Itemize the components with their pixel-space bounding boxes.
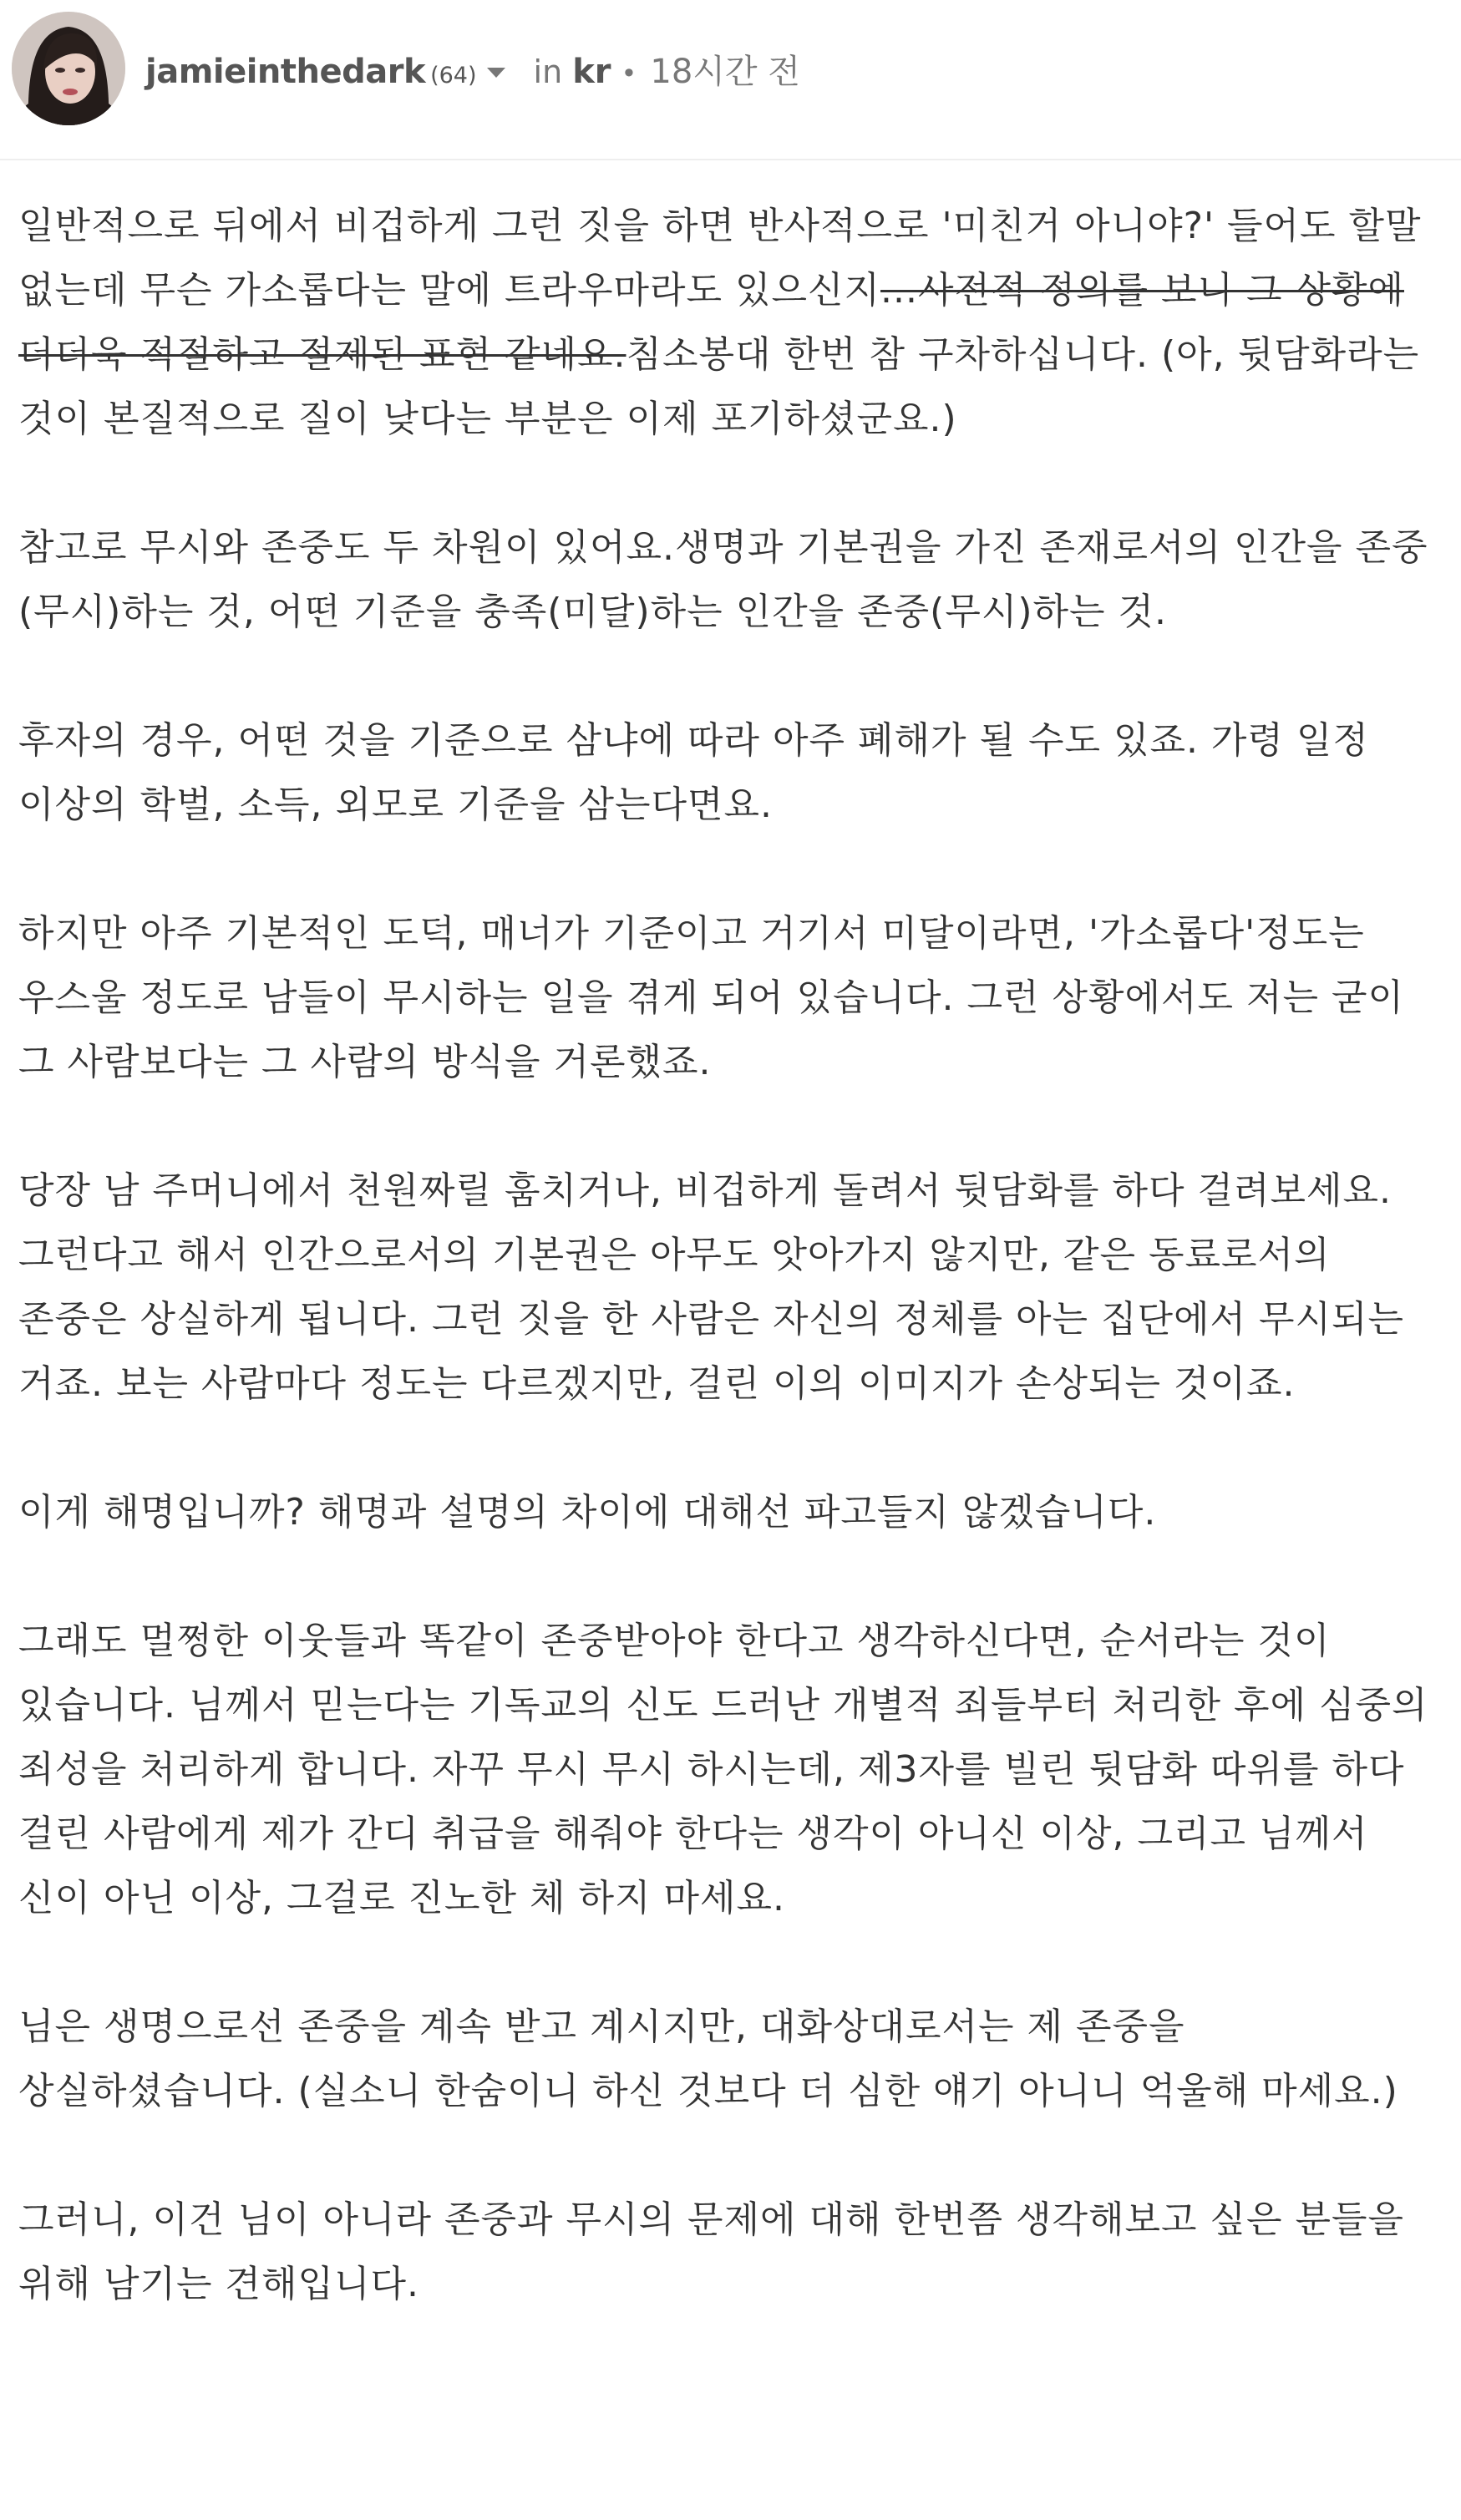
paragraph-9: 그러니, 이건 님이 아니라 존중과 무시의 문제에 대해 한번쯤 생각해보고 싶은 분들을 위해 남기는 견해입니다. bbox=[18, 2198, 1404, 2305]
in-label: in bbox=[533, 53, 563, 90]
chevron-down-icon[interactable] bbox=[487, 68, 505, 78]
paragraph-6: 이게 해명입니까? 해명과 설명의 차이에 대해선 파고들지 않겠습니다. bbox=[18, 1491, 1157, 1534]
paragraph-1-text-b: 침소봉대 한번 참 구차하십니다. (아, 뒷담화라는 것이 본질적으로 질이 낮다는 부분은 이제 포기하셨군요.) bbox=[18, 333, 1420, 440]
post-header bbox=[0, 0, 1461, 160]
paragraph-7: 그래도 멀쩡한 이웃들과 똑같이 존중받아야 한다고 생각하신다면, 순서라는 것이 있습니다. 님께서 믿는다는 기독교의 신도 드러난 개별적 죄들부터 처리한 후에 심중의 죄성을 처리하게 합니다. 자꾸 무시 무시 하시는데, 제3자를 빌린 뒷담화 따위를 하다 걸린 사람에게 제가 간디 취급을 해줘야 한다는 생각이 아니신 이상, 그리고 님께서 신이 아닌 이상, 그걸로 진노한 체 하지 마세요. bbox=[18, 1620, 1428, 1919]
paragraph-2: 참고로 무시와 존중도 두 차원이 있어요.생명과 기본권을 가진 존재로서의 인간을 존중(무시)하는 것, 어떤 기준을 충족(미달)하는 인간을 존중(무시)하는 것. bbox=[18, 526, 1428, 633]
author-link[interactable]: jamieinthedark bbox=[145, 53, 426, 91]
paragraph-5: 당장 남 주머니에서 천원짜릴 훔치거나, 비겁하게 돌려서 뒷담화를 하다 걸려보세요. 그런다고 해서 인간으로서의 기본권은 아무도 앗아가지 않지만, 같은 동료로서의 존중은 상실하게 됩니다. 그런 짓을 한 사람은 자신의 정체를 아는 집단에서 무시되는 거죠. 보는 사람마다 정도는 다르겠지만, 걸린 이의 이미지가 손상되는 것이죠. bbox=[18, 1169, 1404, 1405]
meta-separator: • bbox=[621, 58, 637, 89]
post-meta bbox=[145, 45, 800, 95]
avatar[interactable] bbox=[12, 12, 125, 125]
paragraph-1 bbox=[18, 194, 1438, 451]
paragraph-8: 님은 생명으로선 존중을 계속 받고 계시지만, 대화상대로서는 제 존중을 상실하셨습니다. (실소니 한숨이니 하신 것보다 더 심한 얘기 아니니 억울해 마세요.) bbox=[18, 2005, 1398, 2112]
paragraph-4: 하지만 아주 기본적인 도덕, 매너가 기준이고 거기서 미달이라면, '가소롭다'정도는 우스울 정도로 남들이 무시하는 일을 겪게 되어 있습니다. 그런 상황에서도 저는 굳이 그 사람보다는 그 사람의 방식을 거론했죠. bbox=[18, 912, 1404, 1083]
paragraph-3: 후자의 경우, 어떤 것을 기준으로 삼냐에 따라 아주 폐해가 될 수도 있죠. 가령 일정 이상의 학벌, 소득, 외모로 기준을 삼는다면요. bbox=[18, 719, 1369, 826]
avatar-image bbox=[12, 12, 125, 125]
community-link[interactable]: kr bbox=[572, 53, 611, 91]
paragraph-1-text-a: 일반적으로 뒤에서 비겁하게 그런 짓을 하면 반사적으로 '미친거 아니야?' 들어도 할말 없는데 무슨 가소롭다는 말에 트라우마라도 있으신지 bbox=[18, 205, 1422, 312]
post-body bbox=[18, 194, 1438, 2381]
strikethrough-text: ...사전적 정의를 보니 그 상황에 더더욱 적절하고 절제된 표현 같네요. bbox=[18, 269, 1404, 376]
post-timestamp[interactable]: 18시간 전 bbox=[650, 53, 800, 91]
author-reputation: (64) bbox=[430, 63, 477, 89]
